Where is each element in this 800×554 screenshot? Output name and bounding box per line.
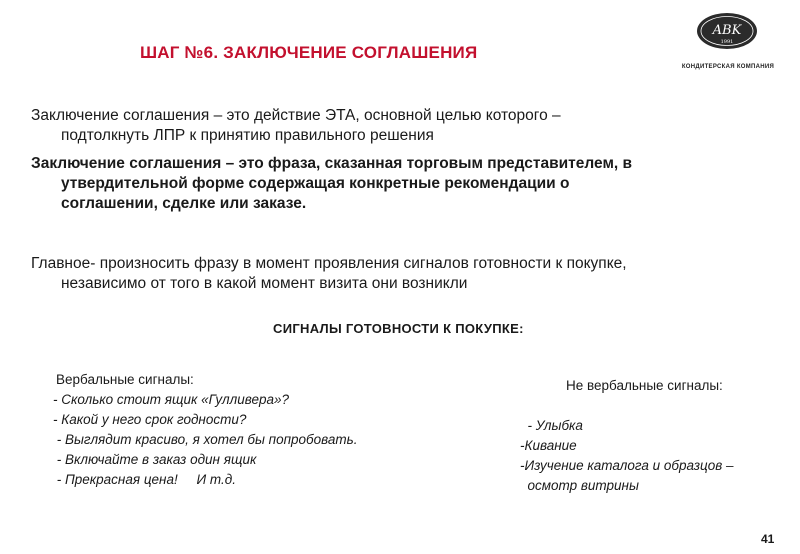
paragraph-line: Заключение соглашения – это фраза, сказанная торговым представителем, в	[31, 155, 633, 172]
company-logo	[666, 12, 790, 70]
list-item: - Сколько стоит ящик «Гулливера»?	[53, 392, 289, 407]
slide-title: ШАГ №6. ЗАКЛЮЧЕНИЕ СОГЛАШЕНИЯ	[140, 43, 478, 62]
page-number: 41	[761, 532, 775, 546]
verbal-signals-list	[53, 370, 358, 490]
logo-emblem-icon	[696, 12, 758, 50]
logo-caption: КОНДИТЕРСКАЯ КОМПАНИЯ	[681, 64, 775, 70]
paragraph-line: утвердительной форме содержащая конкретные рекомендации о	[61, 175, 570, 192]
paragraph-line: соглашении, сделке или заказе.	[61, 195, 307, 212]
paragraph-definition-phrase	[31, 154, 632, 214]
paragraph-line: независимо от того в какой момент визита они возникли	[61, 275, 468, 292]
paragraph-definition-action	[31, 106, 561, 146]
list-item: -Кивание	[520, 438, 577, 453]
paragraph-line: Главное- произносить фразу в момент проявления сигналов готовности к покупке,	[31, 255, 627, 272]
list-item: осмотр витрины	[520, 478, 639, 493]
list-item: - Какой у него срок годности?	[53, 412, 247, 427]
list-item: -Изучение каталога и образцов –	[520, 458, 734, 473]
list-item: - Выглядит красиво, я хотел бы попробовать.	[53, 432, 358, 447]
list-item: - Прекрасная цена! И т.д.	[53, 472, 236, 487]
list-item: - Улыбка	[520, 418, 583, 433]
paragraph-line: подтолкнуть ЛПР к принятию правильного решения	[61, 127, 434, 144]
nonverbal-signals-list	[520, 376, 734, 496]
logo-year: 1991	[720, 39, 734, 45]
nonverbal-signals-heading: Не вербальные сигналы:	[566, 378, 723, 393]
list-item: - Включайте в заказ один ящик	[53, 452, 257, 467]
paragraph-line: Заключение соглашения – это действие ЭТА, основной целью которого –	[31, 107, 561, 124]
logo-mark: ABK	[712, 23, 742, 38]
verbal-signals-heading: Вербальные сигналы:	[56, 372, 194, 387]
paragraph-main-point	[31, 254, 627, 294]
signals-heading: СИГНАЛЫ ГОТОВНОСТИ К ПОКУПКЕ:	[273, 321, 524, 336]
